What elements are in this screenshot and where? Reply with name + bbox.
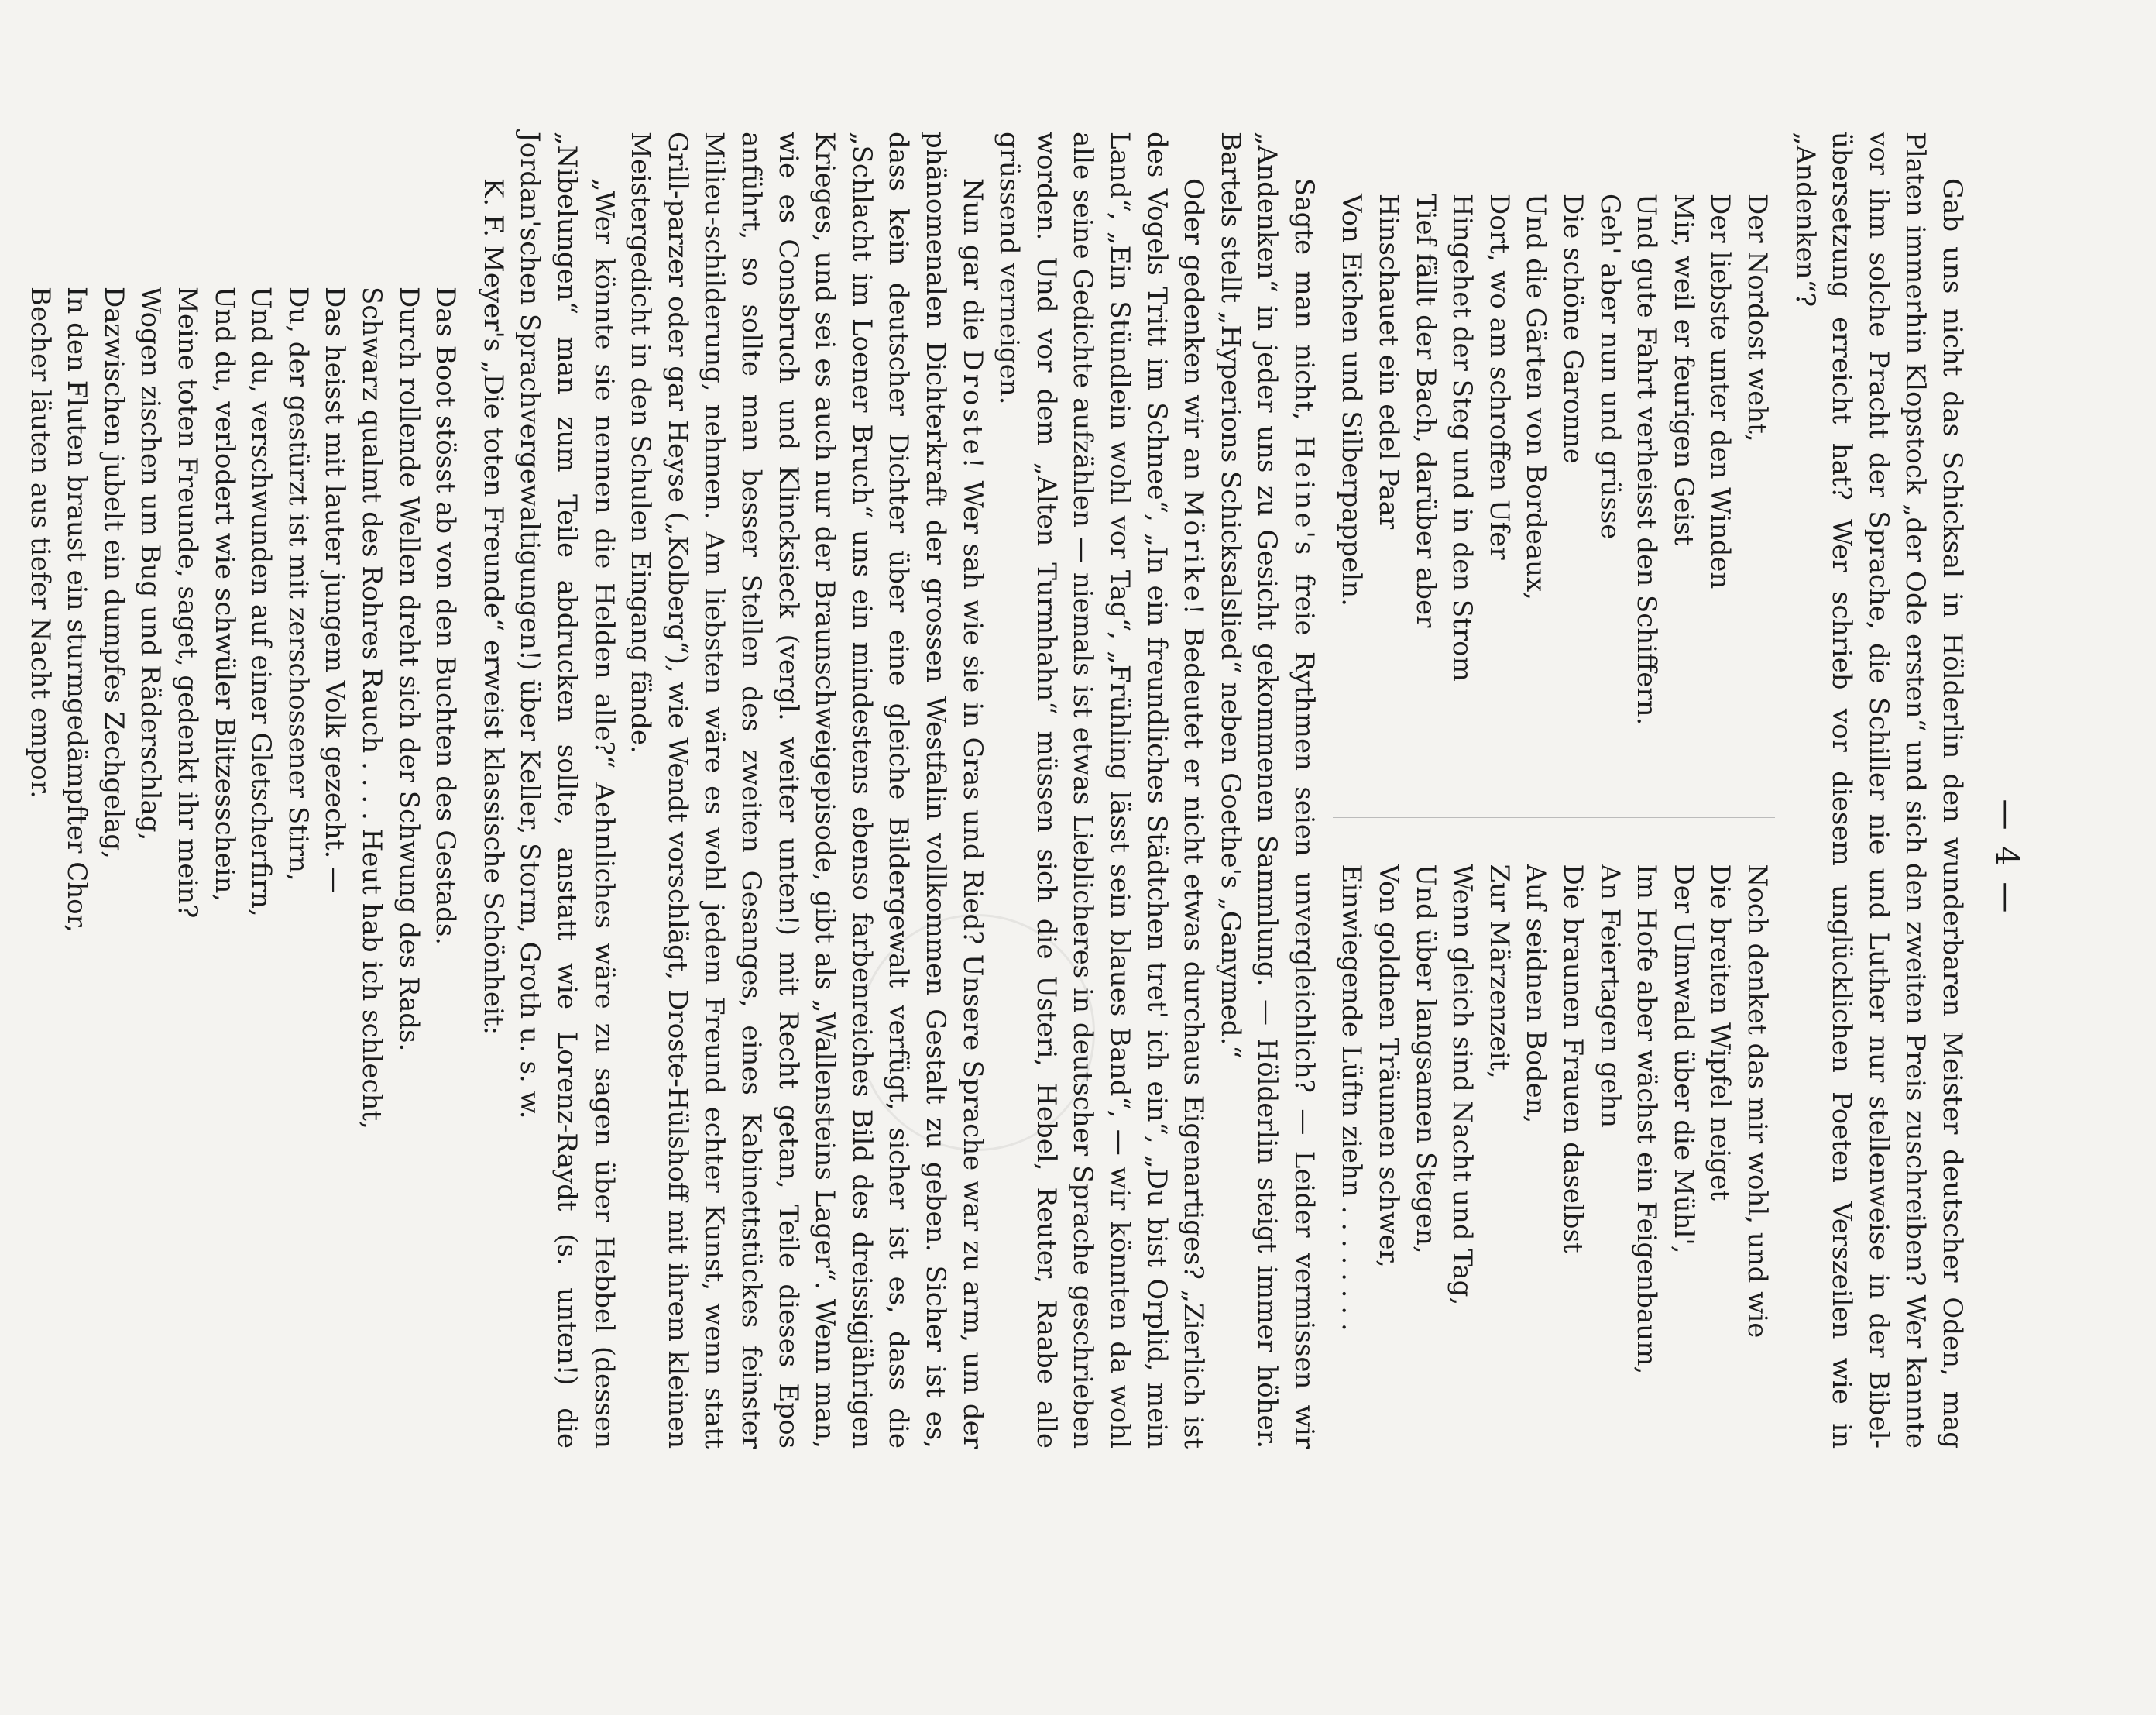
intro-paragraph: Gab uns nicht das Schicksal in Hölderlin den wunderbaren Meister deutscher Oden, mag Platen immerhin Klopstock „der Ode ersten“ und sich den zweiten Preis zuschreiben? Wer kannte vor ihm solche Pracht der Sprache, die Schiller nie und Luther nur stellenweise in der Bibel-übersetzung erreicht hat? Wer schrieb vor diesem unglücklichen Poeten Verszeilen wie in „Andenken“? bbox=[1789, 132, 1968, 1449]
verse-line: Und gute Fahrt verheisst den Schiffern. bbox=[1631, 194, 1663, 726]
text-run: Oder gedenken wir an bbox=[1178, 178, 1210, 490]
droste-paragraph bbox=[622, 132, 990, 1449]
name-heine: Heine's bbox=[1288, 435, 1320, 558]
verse-line: In den Fluten braust ein sturmgedämpfter Chor, bbox=[61, 287, 93, 933]
verse-line: Die braunen Frauen daselbst bbox=[1557, 864, 1589, 1253]
text-run: Sagte man nicht, bbox=[1288, 178, 1320, 436]
verse-line: Meine toten Freunde, saget, gedenkt ihr mein? bbox=[172, 287, 204, 919]
verse-line: Und die Gärten von Bordeaux, bbox=[1520, 194, 1552, 600]
verse-line: Der Nordost weht, bbox=[1742, 194, 1773, 442]
verse-line: Der Ulmwald über die Mühl', bbox=[1667, 864, 1699, 1254]
verse-line: Du, der gestürzt ist mit zerschossener Stirn, bbox=[282, 287, 314, 882]
verse-line: Noch denket das mir wohl, und wie bbox=[1742, 864, 1773, 1339]
verse-line: Geh' aber nun und grüsse bbox=[1594, 194, 1626, 540]
verse-line: Zur Märzenzeit, bbox=[1483, 864, 1515, 1079]
verse-line: Wenn gleich sind Nacht und Tag, bbox=[1447, 864, 1478, 1306]
verse-line: Von Eichen und Silberpappeln. bbox=[1336, 194, 1368, 607]
verse-line: Die breiten Wipfel neiget bbox=[1705, 864, 1736, 1201]
verse-line: Einwiegende Lüftn ziehn . . . . . . . . bbox=[1336, 864, 1368, 1332]
verse-line: Tief fällt der Bach, darüber aber bbox=[1409, 194, 1441, 628]
verse-line: Dazwischen jubelt ein dumpfes Zechgelag, bbox=[98, 287, 129, 859]
verse-line: Die schöne Garonne bbox=[1557, 194, 1589, 464]
verse-line: Hinschauet ein edel Paar bbox=[1373, 194, 1405, 530]
name-droste: Droste! bbox=[956, 349, 988, 472]
text-run: Bedeutet er nicht etwas durchaus Eigenartiges? „Zierlich ist des Vogels Tritt im Schnee“, „In ein freundliches Städtchen tret' ich ein“, „Du bist Orplid, mein Land“, „Ein Stündlein wohl vor Tag“, „Frühling lässt sein blaues Band“, — wir könnten da wohl alle seine Gedichte aufzählen — niemals ist etwas Lieblicheres in deutscher Sprache geschrieben worden. Und vor dem „Alten Turmhahn“ müssen sich die Usteri, Hebel, Reuter, Raabe alle grüssend verneigen. bbox=[994, 132, 1210, 1449]
verse-line: Schwarz qualmt des Rohres Rauch . . . . Heut hab ich schlecht, bbox=[356, 287, 388, 1129]
helden-paragraph: „Wer könnte sie nennen die Helden alle?“ Aehnliches wäre zu sagen über Hebbel (dessen „Nibelungen“ man zum Teile abdrucken sollte, anstatt wie Lorenz-Raydt (s. unten!) die Jordan'schen Sprachvergewaltigungen!) über Keller, Storm, Groth u. s. w. bbox=[514, 132, 620, 1449]
name-morike: Mörike! bbox=[1178, 490, 1210, 618]
verse-line: Mir, weil er feurigen Geist bbox=[1667, 194, 1699, 546]
verse-line: Das Boot stösst ab von den Buchten des Gestads. bbox=[430, 287, 462, 946]
verse-line: An Feiertagen gehn bbox=[1594, 864, 1626, 1129]
page-number: — 4 — bbox=[1989, 799, 2024, 916]
verse-line: Hingehet der Steg und in den Strom bbox=[1447, 194, 1478, 682]
text-run: Wer sah wie sie in Gras und Ried? Unsere Sprache war zu arm, um der phänomenalen Dichterkraft der grossen Westfalin vollkommen Gestalt zu geben. Sicher ist es, dass kein deutscher Dichter über eine gleiche Bildergewalt verfügt, sicher ist es, dass die „Schlacht im Loener Bruch“ uns ein mindestens ebenso farbenreiches Bild des dreissigjährigen Krieges, und sei es auch nur der Braunschweigepisode, gibt als „Wallensteins Lager“. Wenn man, wie es Consbruch und Klincksieck (vergl. weiter unten!) mit Recht getan, Teile dieses Epos anführt, so sollte man besser Stellen des zweiten Gesanges, eines Kabinettstückes feinster Milieu-schilderung, nehmen. Am liebsten wäre es wohl jedem Freund echter Kunst, wenn statt Grill-parzer oder gar Heyse („Kolberg“), wie Wendt vorschlägt, Droste-Hülshoff mit ihrem kleinen Meistergedicht in den Schulen Eingang fände. bbox=[625, 132, 988, 1449]
verse-line: Und über langsamen Stegen, bbox=[1409, 864, 1441, 1254]
verse-line: Wogen zischen um Bug und Räderschlag, bbox=[135, 287, 167, 841]
text-run: freie Rythmen seien unvergleichlich? — Leider vermissen wir „Andenken“ in jeder uns zu Gesicht gekommenen Sammlung. — Hölderlin steigt immer höher. Bartels stellt „Hyperions Schicksalslied“ neben Goethe's „Ganymed.“ bbox=[1214, 132, 1320, 1449]
text-run: Nun gar die bbox=[956, 178, 988, 350]
poem-andenken-left bbox=[1333, 194, 1775, 778]
verse-line: Und du, verschwunden auf einer Gletscherfirn, bbox=[245, 287, 277, 917]
page-body bbox=[10, 132, 1970, 1449]
heine-paragraph bbox=[1211, 132, 1322, 1449]
verse-line: Dort, wo am schroffen Ufer bbox=[1483, 194, 1515, 560]
poem-andenken-right bbox=[1333, 817, 1775, 1449]
morike-paragraph bbox=[990, 132, 1212, 1449]
verse-line: Auf seidnen Boden, bbox=[1520, 864, 1552, 1124]
poem-toten-freunde bbox=[21, 287, 463, 1449]
verse-line: Durch rollende Wellen dreht sich der Schwung des Rads. bbox=[393, 287, 424, 1052]
verse-line: Im Hofe aber wächst ein Feigenbaum, bbox=[1631, 864, 1663, 1375]
verse-line: Der liebste unter den Winden bbox=[1705, 194, 1736, 589]
verse-line: Das heisst mit lauter jungem Volk gezecht. — bbox=[319, 287, 351, 894]
poem-andenken bbox=[1333, 194, 1775, 1449]
verse-line: Becher läuten aus tiefer Nacht empor. bbox=[24, 287, 56, 799]
verse-line: Von goldnen Träumen schwer, bbox=[1373, 864, 1405, 1268]
meyer-paragraph: K. F. Meyer's „Die toten Freunde“ erweist klassische Schönheit: bbox=[477, 178, 509, 1036]
verse-line: Und du, verlodert wie schwüler Blitzesschein, bbox=[208, 287, 240, 902]
